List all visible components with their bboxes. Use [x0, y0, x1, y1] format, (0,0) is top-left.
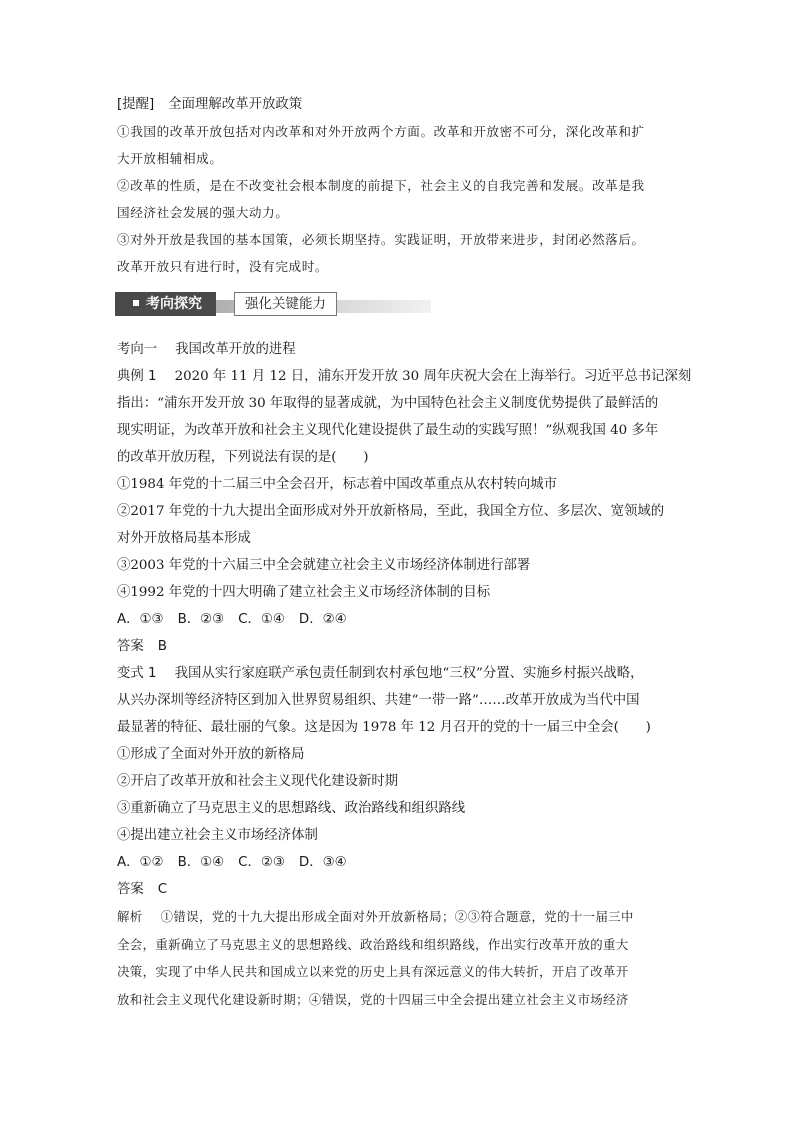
example-item: ②2017 年党的十九大提出全面形成对外开放新格局，至此，我国全方位、多层次、宽领域的 — [117, 504, 665, 519]
tip-line: 国经济社会发展的强大动力。 — [117, 205, 289, 220]
banner-tab-primary-label: 考向探究 — [146, 296, 202, 312]
explanation-line: 决策，实现了中华人民共和国成立以来党的历史上具有深远意义的伟大转折，开启了改革开 — [117, 964, 629, 979]
example-options — [117, 606, 679, 633]
variant-stem-line: 从兴办深圳等经济特区到加入世界贸易组织、共建“一带一路”……改革开放成为当代中国 — [117, 693, 640, 708]
example-item: ①1984 年党的十二届三中全会召开，标志着中国改革重点从农村转向城市 — [117, 477, 558, 492]
variant-answer — [117, 876, 679, 903]
section-banner — [115, 288, 679, 322]
option-a: A．①② — [117, 855, 164, 870]
example-stem-line: 现实明证，为改革开放和社会主义现代化建设提供了最生动的实践写照！”纵观我国 40 多年 — [117, 423, 659, 438]
banner-tab-primary — [115, 292, 216, 316]
explain-label: 解析 — [117, 909, 143, 924]
answer-label: 答案 — [117, 882, 144, 897]
variant-stem-text: 我国从实行家庭联产承包责任制到农村承包地“三权”分置、实施乡村振兴战略， — [174, 666, 644, 681]
example-stem-text: 2020 年 11 月 12 日，浦东开发开放 30 周年庆祝大会在上海举行。习近平总书记深刻 — [174, 369, 692, 384]
variant-stem-line — [117, 660, 679, 687]
option-c: C．①④ — [238, 612, 285, 627]
tip-line: ②改革的性质，是在不改变社会根本制度的前提下，社会主义的自我完善和发展。改革是我 — [117, 178, 645, 193]
tip-title: 全面理解改革开放政策 — [168, 97, 303, 112]
section-label: 考向一 — [117, 342, 158, 357]
explanation-line: 全会，重新确立了马克思主义的思想路线、政治路线和组织路线，作出实行改革开放的重大 — [117, 936, 629, 952]
answer-value: B — [157, 639, 167, 654]
example-answer — [117, 633, 679, 660]
variant-label: 变式 1 — [117, 666, 157, 681]
tip-tag: [提醒] — [117, 97, 155, 112]
tip-line: ③对外开放是我国的基本国策，必须长期坚持。实践证明，开放带来进步，封闭必然落后。 — [117, 232, 645, 247]
variant-stem-line: 最显著的特征、最壮丽的气象。这是因为 1978 年 12 月召开的党的十一届三中全会( ) — [117, 720, 651, 735]
example-stem-line — [117, 363, 692, 390]
example-item: 对外开放格局基本形成 — [117, 531, 251, 546]
variant-options — [117, 849, 679, 876]
tip-line: 改革开放只有进行时，没有完成时。 — [117, 259, 329, 274]
example-item: ③2003 年党的十六届三中全会就建立社会主义市场经济体制进行部署 — [117, 558, 531, 573]
example-item: ④1992 年党的十四大明确了建立社会主义市场经济体制的目标 — [117, 585, 491, 600]
option-d: D．③④ — [298, 855, 347, 870]
tip-heading — [117, 92, 679, 118]
explanation-line: 放和社会主义现代化建设新时期；④错误，党的十四届三中全会提出建立社会主义市场经济 — [117, 991, 629, 1007]
example-stem-line: 的改革开放历程，下列说法有误的是( ) — [117, 450, 369, 465]
variant-item: ②开启了改革开放和社会主义现代化建设新时期 — [117, 774, 399, 789]
square-icon — [133, 300, 139, 306]
section-heading — [117, 336, 679, 363]
variant-item: ①形成了全面对外开放的新格局 — [117, 747, 305, 762]
explain-text: ①错误，党的十九大提出形成全面对外开放新格局；②③符合题意，党的十一届三中 — [160, 909, 634, 924]
answer-value: C — [157, 882, 168, 897]
option-a: A．①③ — [117, 612, 164, 627]
variant-item: ④提出建立社会主义市场经济体制 — [117, 828, 318, 843]
tip-line: ①我国的改革开放包括对内改革和对外开放两个方面。改革和开放密不可分，深化改革和扩 — [117, 124, 645, 139]
answer-label: 答案 — [117, 639, 144, 654]
option-d: D．②④ — [298, 612, 347, 627]
option-b: B．①④ — [177, 855, 225, 870]
variant-item: ③重新确立了马克思主义的思想路线、政治路线和组织路线 — [117, 801, 466, 816]
option-b: B．②③ — [177, 612, 225, 627]
content — [117, 92, 692, 1013]
option-c: C．②③ — [238, 855, 285, 870]
example-label: 典例 1 — [117, 369, 157, 384]
tip-line: 大开放相辅相成。 — [117, 151, 223, 166]
explanation-line — [117, 903, 679, 931]
example-stem-line: 指出：“浦东开发开放 30 年取得的显著成就，为中国特色社会主义制度优势提供了最鲜活的 — [117, 396, 659, 411]
banner-tab-secondary: 强化关键能力 — [234, 292, 337, 316]
section-title: 我国改革开放的进程 — [175, 342, 296, 357]
